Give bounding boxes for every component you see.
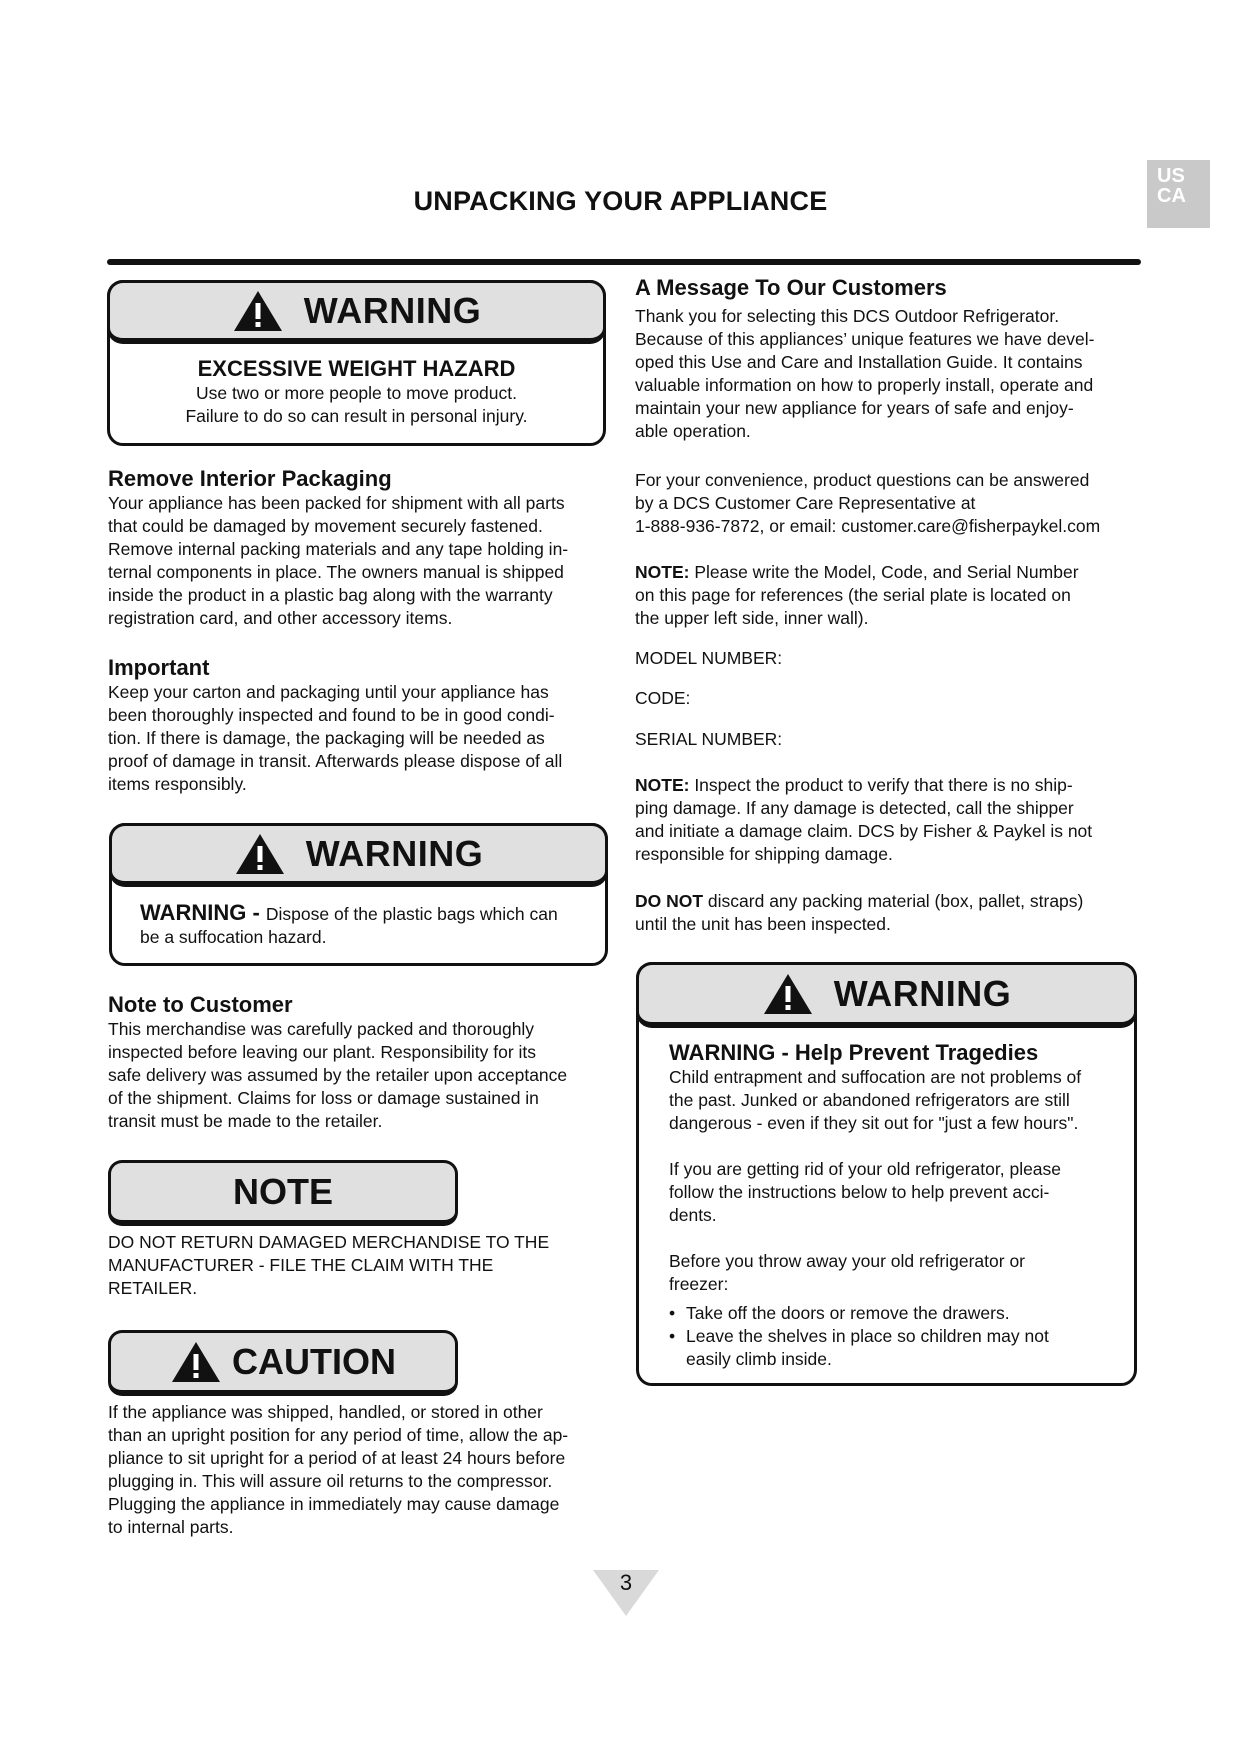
text-line: Inspect the product to verify that there is no ship- bbox=[689, 775, 1073, 795]
bullet-text: Leave the shelves in place so children may not bbox=[686, 1326, 1049, 1346]
warning-weight-label: WARNING bbox=[303, 289, 482, 331]
text-line: Before you throw away your old refrigerator or bbox=[669, 1251, 1025, 1271]
note-header-box bbox=[108, 1160, 458, 1226]
text-line: responsible for shipping damage. bbox=[635, 844, 893, 864]
remove-packaging-section bbox=[108, 466, 628, 630]
text-line: plugging in. This will assure oil returns to the compressor. bbox=[108, 1471, 553, 1491]
warning-bags-lead: WARNING - bbox=[140, 900, 266, 925]
text-line: Please write the Model, Code, and Serial Number bbox=[689, 562, 1079, 582]
message-section bbox=[635, 275, 1155, 443]
code-field: CODE: bbox=[635, 688, 691, 708]
convenience-section bbox=[635, 469, 1175, 538]
text-line: Remove internal packing materials and any tape holding in- bbox=[108, 539, 569, 559]
serial-number-field: SERIAL NUMBER: bbox=[635, 729, 783, 749]
text-line: been thoroughly inspected and found to be in good condi- bbox=[108, 705, 555, 725]
text-line: to internal parts. bbox=[108, 1517, 234, 1537]
important-section bbox=[108, 655, 628, 796]
warning-triangle-icon bbox=[762, 972, 814, 1016]
text-line: tion. If there is damage, the packaging will be needed as bbox=[108, 728, 545, 748]
warning-tragedies-box bbox=[636, 962, 1137, 1386]
text-line: that could be damaged by movement securely fastened. bbox=[108, 516, 543, 536]
text-line: This merchandise was carefully packed and thoroughly bbox=[108, 1019, 535, 1039]
warning-weight-heading: EXCESSIVE WEIGHT HAZARD bbox=[197, 356, 516, 381]
text-line: Thank you for selecting this DCS Outdoor Refrigerator. bbox=[635, 306, 1060, 326]
text-line: pliance to sit upright for a period of at least 24 hours before bbox=[108, 1448, 566, 1468]
important-heading: Important bbox=[108, 655, 210, 680]
note-text bbox=[108, 1231, 648, 1300]
warning-bags-header bbox=[109, 823, 608, 887]
text-line: dents. bbox=[669, 1205, 717, 1225]
text-line: and initiate a damage claim. DCS by Fisher & Paykel is not bbox=[635, 821, 1093, 841]
note-serial-section bbox=[635, 561, 1155, 630]
tragedies-bullet-list bbox=[669, 1302, 1126, 1371]
warning-bags-line: Dispose of the plastic bags which can bbox=[265, 904, 558, 924]
bullet-text: easily climb inside. bbox=[686, 1349, 832, 1369]
warning-bags-box bbox=[109, 823, 608, 966]
text-line: the upper left side, inner wall). bbox=[635, 608, 869, 628]
text-line: transit must be made to the retailer. bbox=[108, 1111, 383, 1131]
text-line: ping damage. If any damage is detected, call the shipper bbox=[635, 798, 1074, 818]
message-heading: A Message To Our Customers bbox=[635, 275, 947, 300]
text-line: items responsibly. bbox=[108, 774, 247, 794]
warning-bags-line: be a suffocation hazard. bbox=[140, 927, 327, 947]
warning-triangle-icon bbox=[232, 289, 284, 333]
note-inspect-lead: NOTE: bbox=[635, 775, 690, 795]
title-rule bbox=[107, 259, 1141, 265]
text-line: until the unit has been inspected. bbox=[635, 914, 891, 934]
text-line: registration card, and other accessory items. bbox=[108, 608, 453, 628]
text-line: discard any packing material (box, pallet, straps) bbox=[703, 891, 1084, 911]
warning-weight-box bbox=[107, 280, 606, 446]
text-line: inside the product in a plastic bag along with the warranty bbox=[108, 585, 553, 605]
note-inspect-section bbox=[635, 774, 1155, 866]
caution-header-box bbox=[108, 1330, 458, 1396]
contact-line: 1-888-936-7872, or email: customer.care@fisherpaykel.com bbox=[635, 516, 1101, 536]
text-line: DO NOT RETURN DAMAGED MERCHANDISE TO THE bbox=[108, 1232, 550, 1252]
caution-text bbox=[108, 1401, 648, 1539]
text-line: Child entrapment and suffocation are not problems of bbox=[669, 1067, 1082, 1087]
text-line: Keep your carton and packaging until your appliance has bbox=[108, 682, 549, 702]
model-number-field: MODEL NUMBER: bbox=[635, 648, 783, 668]
text-line: ternal components in place. The owners manual is shipped bbox=[108, 562, 564, 582]
region-tab-ca: CA bbox=[1157, 185, 1186, 207]
text-line: maintain your new appliance for years of safe and enjoy- bbox=[635, 398, 1074, 418]
text-line: valuable information on how to properly install, operate and bbox=[635, 375, 1094, 395]
text-line: on this page for references (the serial plate is located on bbox=[635, 585, 1071, 605]
list-item bbox=[669, 1302, 1126, 1325]
text-line: inspected before leaving our plant. Responsibility for its bbox=[108, 1042, 537, 1062]
warning-triangle-icon bbox=[234, 832, 286, 876]
warning-tragedies-label: WARNING bbox=[833, 972, 1012, 1014]
note-customer-section bbox=[108, 992, 638, 1133]
text-line: able operation. bbox=[635, 421, 751, 441]
text-line: Plugging the appliance in immediately may cause damage bbox=[108, 1494, 560, 1514]
warning-bags-label: WARNING bbox=[305, 832, 484, 874]
text-line: Your appliance has been packed for shipment with all parts bbox=[108, 493, 565, 513]
text-line: RETAILER. bbox=[108, 1278, 198, 1298]
text-line: than an upright position for any period of time, allow the ap- bbox=[108, 1425, 569, 1445]
warning-weight-header bbox=[107, 280, 606, 344]
do-not-lead: DO NOT bbox=[635, 891, 704, 911]
warning-tragedies-header bbox=[636, 962, 1137, 1028]
warning-weight-line: Use two or more people to move product. bbox=[196, 383, 517, 403]
region-tab-us: US bbox=[1157, 165, 1185, 187]
page-title: UNPACKING YOUR APPLIANCE bbox=[413, 186, 828, 216]
text-line: safe delivery was assumed by the retailer upon acceptance bbox=[108, 1065, 568, 1085]
caution-triangle-icon bbox=[170, 1340, 222, 1384]
text-line: freezer: bbox=[669, 1274, 729, 1294]
list-item bbox=[669, 1325, 1126, 1371]
text-line: MANUFACTURER - FILE THE CLAIM WITH THE bbox=[108, 1255, 494, 1275]
text-line: by a DCS Customer Care Representative at bbox=[635, 493, 976, 513]
warning-tragedies-heading: WARNING - Help Prevent Tragedies bbox=[669, 1040, 1039, 1065]
text-line: oped this Use and Care and Installation Guide. It contains bbox=[635, 352, 1083, 372]
note-customer-heading: Note to Customer bbox=[108, 992, 293, 1017]
text-line: For your convenience, product questions can be answered bbox=[635, 470, 1090, 490]
text-line: If the appliance was shipped, handled, or stored in other bbox=[108, 1402, 543, 1422]
do-not-discard-section bbox=[635, 890, 1155, 936]
page-number: 3 bbox=[619, 1570, 633, 1595]
warning-weight-line: Failure to do so can result in personal injury. bbox=[185, 406, 528, 426]
text-line: proof of damage in transit. Afterwards please dispose of all bbox=[108, 751, 563, 771]
note-label: NOTE bbox=[232, 1170, 333, 1212]
bullet-text: Take off the doors or remove the drawers. bbox=[686, 1303, 1010, 1323]
text-line: dangerous - even if they sit out for "just a few hours". bbox=[669, 1113, 1079, 1133]
text-line: the past. Junked or abandoned refrigerators are still bbox=[669, 1090, 1070, 1110]
text-line: If you are getting rid of your old refrigerator, please bbox=[669, 1159, 1062, 1179]
note-serial-lead: NOTE: bbox=[635, 562, 690, 582]
caution-label: CAUTION bbox=[232, 1340, 396, 1382]
text-line: of the shipment. Claims for loss or damage sustained in bbox=[108, 1088, 539, 1108]
text-line: Because of this appliances’ unique features we have devel- bbox=[635, 329, 1095, 349]
text-line: follow the instructions below to help prevent acci- bbox=[669, 1182, 1050, 1202]
remove-packaging-heading: Remove Interior Packaging bbox=[108, 466, 392, 491]
